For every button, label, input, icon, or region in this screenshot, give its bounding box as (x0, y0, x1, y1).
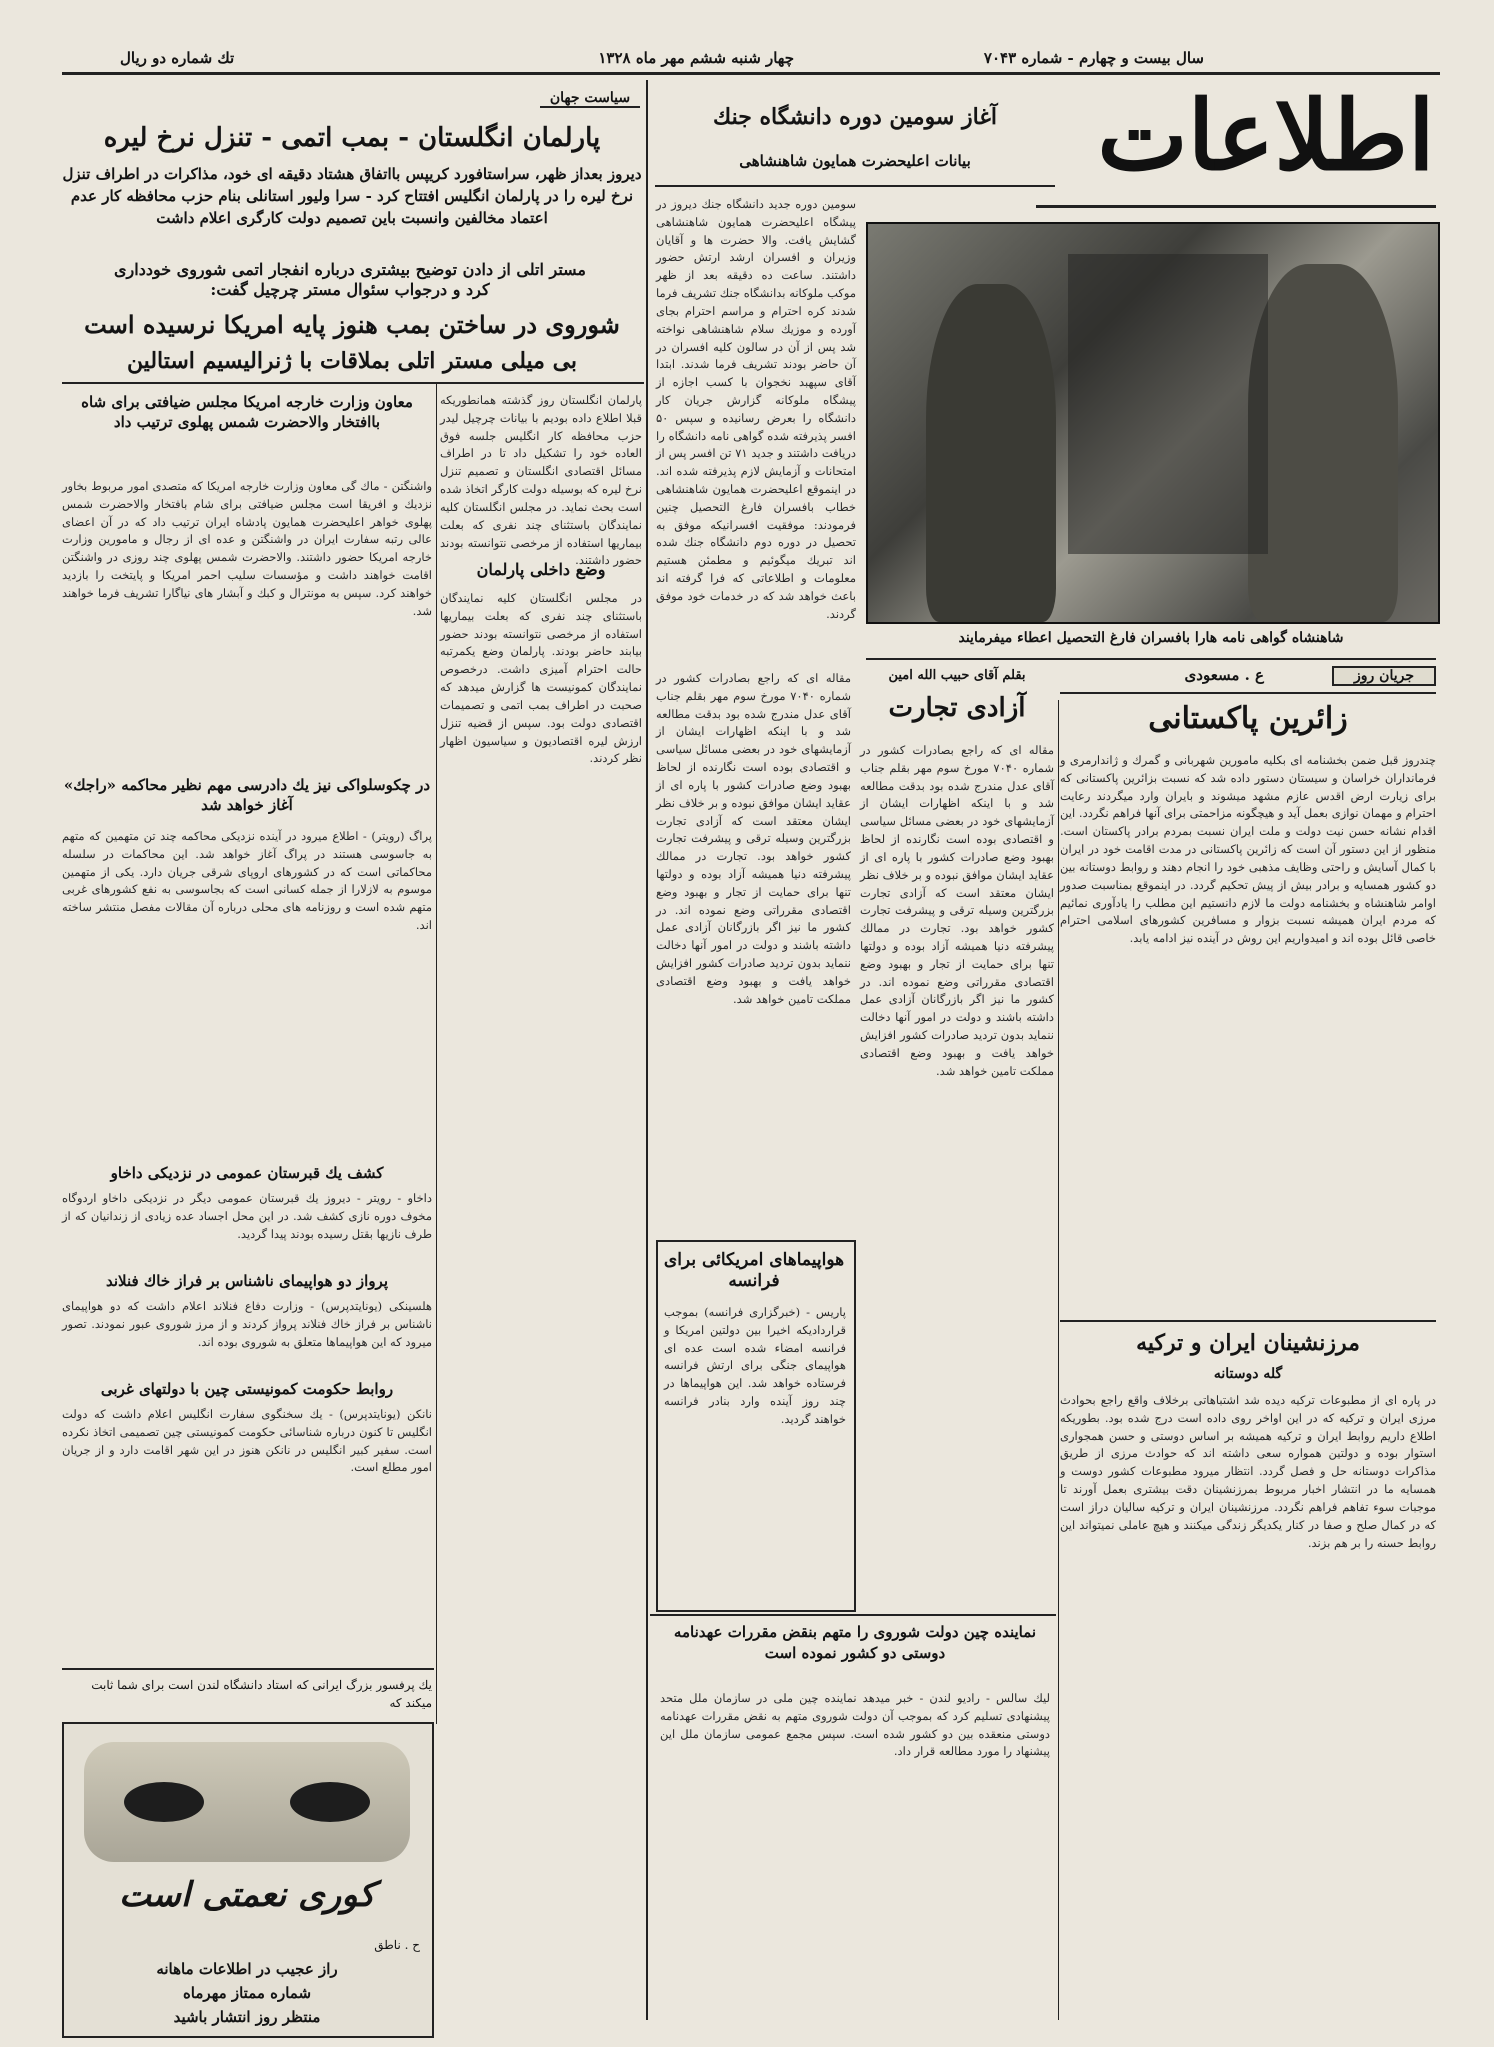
turkey-headline: مرزنشینان ایران و ترکیه (1136, 1330, 1360, 1356)
china-body: نانکن (یونایتدپرس) - یك سخنگوی سفارت انگلیس اعلام داشت که دولت انگلیس تا کنون درباره شناسائی حکومت کمونیستی چین تصمیمی اتخاذ نکرده است. سفیر کبیر انگلیس در نانکن هنوز در این شهر اقامت دارد و از جریان امور مطلع است. (62, 1407, 432, 1475)
world-headline: پارلمان انگلستان - بمب اتمی - تنزل نرخ لیره (103, 123, 601, 153)
czech-headline: در چکوسلواکی نیز یك دادرسی مهم نظیر محاکمه «راجك» آغاز خواهد شد (63, 776, 431, 815)
london-professor-note: یك پرفسور بزرگ ایرانی که استاد دانشگاه لندن است برای شما ثابت میکند که (91, 1678, 432, 1710)
university-body-cont (656, 670, 851, 1230)
world-lead: دیروز بعداز ظهر، سراستافورد کریپس بااتفاق هشتاد دقیقه ای خود، مذاکرات در اطراف تنزل نرخ لیره را در پارلمان انگلیس افتتاح کرد - سرا ولیور استانلی بنام حزب محافظه کار عدم اعتماد مخالفین وانسبت باین تصمیم دولت کارگری اعلام داشت (62, 165, 642, 227)
issue-price: تك شماره دو ریال (120, 49, 235, 67)
minister-headline: معاون وزارت خارجه امریکا مجلس ضیافتی برای شاه باافتخار والاحضرت شمس پهلوی ترتیب داد (81, 393, 413, 432)
chinese-rep-body: لیك سالس - رادیو لندن - خبر میدهد نماینده چین ملی در سازمان ملل متحد پیشنهادی تسلیم کرد که بموجب آن دولت شوروی متهم به نقض مقررات عهدنامه دوستی منعقده بین دو کشور شده است. سپس مجمع عمومی سازمان ملل این پیشنهاد را مورد مطالعه قرار داد. (660, 1691, 1050, 1759)
aircraft-headline: هواپیماهای امریکائی برای فرانسه (663, 1250, 845, 1292)
czech-body: پراگ (رویتر) - اطلاع میرود در آینده نزدیکی محاکمه چند تن متهمین که متهم به جاسوسی هستند در پراگ آغاز خواهد شد. این محاکمات در سلسله محاکماتی است که در کشورهای اروپای شرقی جریان دارد. یکی از متهمین موسوم به لازلارا از جمله کسانی است که بجاسوسی به نفع کشورهای غربی متهم شده است و روزنامه های محلی درباره آن مقالات مفصل منتشر ساخته اند. (62, 829, 432, 933)
world-body: پارلمان انگلستان روز گذشته همانطوریکه قبلا اطلاع داده بودیم با بیانات چرچیل لیدر حزب محافظه کار انگلیس جلسه فوق العاده خود را تشکیل داد تا در اطراف مسائل اقتصادی انگلستان و تصمیم تنزل نرخ لیره که بوسیله دولت کارگر اتخاذ شده است بحث نماید. در مجلس انگلستان کلیه نمایندگان باستثنای چند نفری که بعلت بیماریها استفاده از مرخصی نتوانسته بودند حضور داشتند. (440, 393, 642, 568)
minister-body: واشنگتن - ماك گی معاون وزارت خارجه امریکا که متصدی امور مربوط بخاور نزدیك و افریقا است مجلس ضیافتی برای شام بافتخار والاحضرت شمس پهلوی خواهر اعلیحضرت همایون پادشاه ایران ترتیب داد که در آن اعضای عالی رتبه سفارت ایران در واشنگتن و عده ای از رجال و مامورین وزارت خارجه امریکا حضور داشتند. والاحضرت شمس پهلوی چند روزی در واشنگتن اقامت خواهند داشت و مؤسسات سلیب احمر امریکا و پایتخت را بازدید خواهند کرد. سپس به مونترال و کبك و آبشار های نیاگارا تشریف فرما خواهند شد. (62, 479, 432, 618)
cemetery-headline: کشف یك قبرستان عمومی در نزدیکی داخاو (110, 1164, 384, 1182)
trade-body-lead: مقاله ای که راجع بصادرات کشور در شماره ۷۰۴۰ مورخ سوم مهر بقلم جناب آقای عدل مندرج شده بود بدقت مطالعه شد و با اینکه اظهارات ایشان از آزمایشهای خود در بعضی مسائل سیاسی و اقتصادی بوده است نگارنده از لحاظ بهبود وضع صادرات کشور با پاره ای از عقاید ایشان موافق نبوده و بر خلاف نظر ایشان معتقد است که آزادی تجارت بزرگترین وسیله ترقی و پیشرفت تجارت کشور خواهد بود. تجارت در ممالك پیشرفته دنیا همیشه آزاد بوده و دولتها تنها برای حمایت از تجار و بهبود وضع اقتصادی مقرراتی وضع نموده اند. در کشور ما نیز اگر بازرگانان آزادی عمل داشته باشند و دولت در امور آنها دخالت ننماید بدون تردید صادرات کشور افزایش خواهد یافت و بهبود وضع اقتصادی مملکت تامین خواهد شد. (656, 671, 851, 1006)
daily-author: ع . مسعودی (1184, 666, 1264, 684)
planes-body: هلسینکی (یونایتدپرس) - وزارت دفاع فنلاند اعلام داشت که دو هواپیمای ناشناس بر فراز خاك فنلاند پرواز کردند و از مرز شوروی عبور نمودند. تصور میرود که این هواپیماها متعلق به شوروی بوده اند. (62, 1299, 432, 1349)
parliament-body: در مجلس انگلستان کلیه نمایندگان باستثنای چند نفری که بعلت بیماریها استفاده از مرخصی نتوانسته بودند حضور بیابند حاضر بودند. پارلمان وضع یکمرتبه حالت احترام آمیزی داشت. درخصوص نمایندگان کمونیست ها گزارش میدهد که صحبت در اطراف بمب اتمی و تصمیمات اقتصادی دولت بود. سپس از قضیه تنزل ارزش لیره اقتصادیون و سیاسیون اظهار نظر کردند. (440, 591, 642, 766)
planes-headline: پرواز دو هواپیمای ناشناس بر فراز خاك فنلاند (105, 1272, 389, 1290)
issue-number: سال بیست و چهارم - شماره ۷۰۴۳ (983, 49, 1204, 67)
photo-figure-right (1248, 264, 1398, 622)
daily-tag: جریان روز (1332, 666, 1436, 686)
trade-byline: بقلم آقای حبیب الله امین (888, 668, 1026, 683)
university-subhead: بیانات اعلیحضرت همایون شاهنشاهی (739, 152, 971, 170)
turkey-subhead: گله دوستانه (1213, 1366, 1283, 1382)
issue-date: چهار شنبه ششم مهر ماه ۱۳۲۸ (598, 49, 794, 67)
turkey-rule (1060, 1320, 1436, 1322)
world-rule (62, 382, 644, 384)
magazine-advert (62, 1722, 434, 2038)
trade-body-col (860, 742, 1054, 1602)
turkey-body: در پاره ای از مطبوعات ترکیه دیده شد اشتباهاتی برخلاف واقع راجع بحوادث مرزی ایران و ترکیه که در این اواخر روی داده است درج شده بود. بطوریکه اطلاع داریم روابط ایران و ترکیه همیشه بر اساس دوستی و حسن همجواری استوار بوده و دولتین همواره سعی داشته اند که حوادث مرزی از طریق مذاکرات دوستانه حل و فصل گردد. انتظار میرود مطبوعات کشور دوست و همسایه ما در انتشار اخبار مربوط بمرزنشینان دقت بیشتری بعمل آورند تا موجبات سوء تفاهم فراهم نگردد. مرزنشینان ایران و ترکیه سالیان دراز است که در کمال صلح و صفا در کنار یکدیگر زندگی میکنند و هیچ عاملی نمیتواند این روابط حسنه را بر هم بزند. (1060, 1393, 1436, 1550)
china-headline: روابط حکومت کمونیستی چین با دولتهای غربی (100, 1380, 394, 1398)
masthead-logo: اطلاعات (1097, 79, 1435, 192)
advert-eye-left (124, 1782, 204, 1822)
trade-headline: آزادی تجارت (888, 693, 1026, 723)
advert-line-3: منتظر روز انتشار باشید (173, 2008, 321, 2026)
world-big-headline-2: بی میلی مستر اتلی بملاقات با ژنرالیسیم استالین (126, 348, 578, 374)
graduation-photo (866, 222, 1440, 624)
col-rule-3 (1058, 700, 1059, 2020)
photo-caption: شاهنشاه گواهی نامه هارا بافسران فارغ التحصیل اعطاء میفرمایند (958, 630, 1344, 646)
cemetery-body: داخاو - رویتر - دیروز یك قبرستان عمومی دیگر در نزدیکی داخاو اردوگاه مخوف دوره نازی کشف شد. در این محل اجساد عده زیادی از زندانیان که از طرف نازیها بقتل رسیده بودند پیدا گردید. (62, 1191, 432, 1241)
university-headline: آغاز سومین دوره دانشگاه جنك (713, 104, 997, 130)
daily-headline: زائرین پاکستانی (1148, 701, 1348, 736)
advert-line-1: راز عجیب در اطلاعات ماهانه (156, 1960, 338, 1978)
advert-signature: ح . ناطق (374, 1938, 420, 1952)
section-world-politics: سیاست جهان (540, 90, 640, 108)
advert-eye-right (290, 1782, 370, 1822)
photo-figure-left (926, 284, 1056, 622)
advert-title: کوری نعمتی است (119, 1875, 375, 1915)
chinese-rep-headline: نماینده چین دولت شوروی را متهم بنقض مقررات عهدنامه دوستی دو کشور نموده است (673, 1623, 1037, 1662)
daily-rule (1060, 692, 1436, 694)
world-sub: مستر اتلی از دادن توضیح بیشتری درباره انفجار اتمی شوروی خودداری کرد و درجواب سئوال مستر چرچیل گفت: (114, 260, 586, 299)
photo-doorway (1068, 254, 1268, 554)
world-big-headline: شوروی در ساختن بمب هنوز پایه امریکا نرسیده است (84, 310, 620, 339)
header-rule (62, 72, 1440, 75)
trade-body: مقاله ای که راجع بصادرات کشور در شماره ۷۰۴۰ مورخ سوم مهر بقلم جناب آقای عدل مندرج شده بود بدقت مطالعه شد و با اینکه اظهارات ایشان از آزمایشهای خود در بعضی مسائل سیاسی و اقتصادی بوده است نگارنده از لحاظ بهبود وضع صادرات کشور با پاره ای از عقاید ایشان موافق نبوده و بر خلاف نظر ایشان معتقد است که آزادی تجارت بزرگترین وسیله ترقی و پیشرفت تجارت کشور خواهد بود. تجارت در ممالك پیشرفته دنیا همیشه آزاد بوده و دولتها تنها برای حمایت از تجار و بهبود وضع اقتصادی مقرراتی وضع نموده اند. در کشور ما نیز اگر بازرگانان آزادی عمل داشته باشند و دولت در امور آنها دخالت ننماید بدون تردید صادرات کشور افزایش خواهد یافت و بهبود وضع اقتصادی مملکت تامین خواهد شد. (860, 743, 1054, 1078)
advert-line-2: شماره ممتاز مهرماه (182, 1984, 312, 2002)
daily-body: چندروز قبل ضمن بخشنامه ای بکلیه مامورین شهربانی و گمرك و ژاندارمری و فرمانداران خراسان و سیستان دستور داده شد که نسبت بزائرین پاکستانی که برای زیارت ارض اقدس عازم مشهد میشوند و بایران وارد میگردند رعایت احترام و مهمان نوازی بعمل آید و هیچگونه مزاحمتی برای آنها فراهم نگردد. این اقدام نشانه حسن نیت دولت و ملت ایران نسبت بمردم برادر پاکستان است. منظور از این دستور آن است که زائرین پاکستانی در مدت اقامت خود در ایران با کمال آسایش و راحتی وظایف مذهبی خود را انجام دهند و روابط دوستانه بین دو کشور همسایه و برادر بیش از پیش تحکیم گردد. در اینموقع بمناسبت صدور اوامر شاهنشاه و بخشنامه دولت ما لازم دانستیم این مطلب را یادآوری نمائیم که مردم ایران همیشه نسبت بزوار و مسافرین کشورهای اسلامی احترام خاصی قائل بوده اند و امیدواریم این روش در آینده نیز ادامه یابد. (1060, 753, 1436, 946)
univ-rule (655, 185, 1055, 187)
caption-rule (866, 658, 1436, 660)
chinese-rep-rule (650, 1614, 1056, 1616)
aircraft-body: پاریس - (خبرگزاری فرانسه) بموجب قراردادیکه اخیرا بین دولتین امریکا و فرانسه امضاء شده است عده ای هواپیمای جنگی برای ارتش فرانسه فرستاده خواهد شد. این هواپیماها در چند روز آینده وارد بنادر فرانسه خواهند گردید. (664, 1305, 846, 1426)
col-rule-1 (646, 80, 648, 2020)
london-rule (62, 1668, 434, 1670)
logo-rule (1036, 205, 1436, 208)
col-rule-2 (436, 384, 437, 1724)
university-body: سومین دوره جدید دانشگاه جنك دیروز در پیشگاه اعلیحضرت همایون شاهنشاهی گشایش یافت. والا حضرت ها و آقایان وزیران و افسران ارشد ارتش حضور داشتند. ساعت ده دقیقه بعد از ظهر موکب ملوکانه بدانشگاه جنك تشریف فرما شدند کره احترام و مراسم احترام بجای آورده و موزیك سلام شاهنشاهی نواخته شد پس از آن در سالون کلیه افسران در آن حاضر بودند تشریف فرما شدند. ابتدا آقای سپهبد نخجوان با کسب اجازه از پیشگاه ملوکانه گزارش جریان کار دانشگاه را بعرض رسانیده و سپس ۵۰ افسر پذیرفته شده گواهی نامه دانشگاه را دریافت داشتند و جدید ۷۱ تن افسر پس از امتحانات و آزمایش لازم پذیرفته شده اند. در اینموقع اعلیحضرت همایون شاهنشاهی خطاب بافسران فارغ التحصیل چنین فرمودند: موفقیت افسرانیکه موفق به تحصیل در دوره دوم دانشگاه جنك شده اند تبریك میگوئیم و مطمئن هستیم معلومات و اطلاعاتی که فرا گرفته اند باعث خواهد شد که در خدمات خود موفق گردند. (656, 197, 856, 621)
parliament-headline: وضع داخلی پارلمان (476, 560, 606, 579)
